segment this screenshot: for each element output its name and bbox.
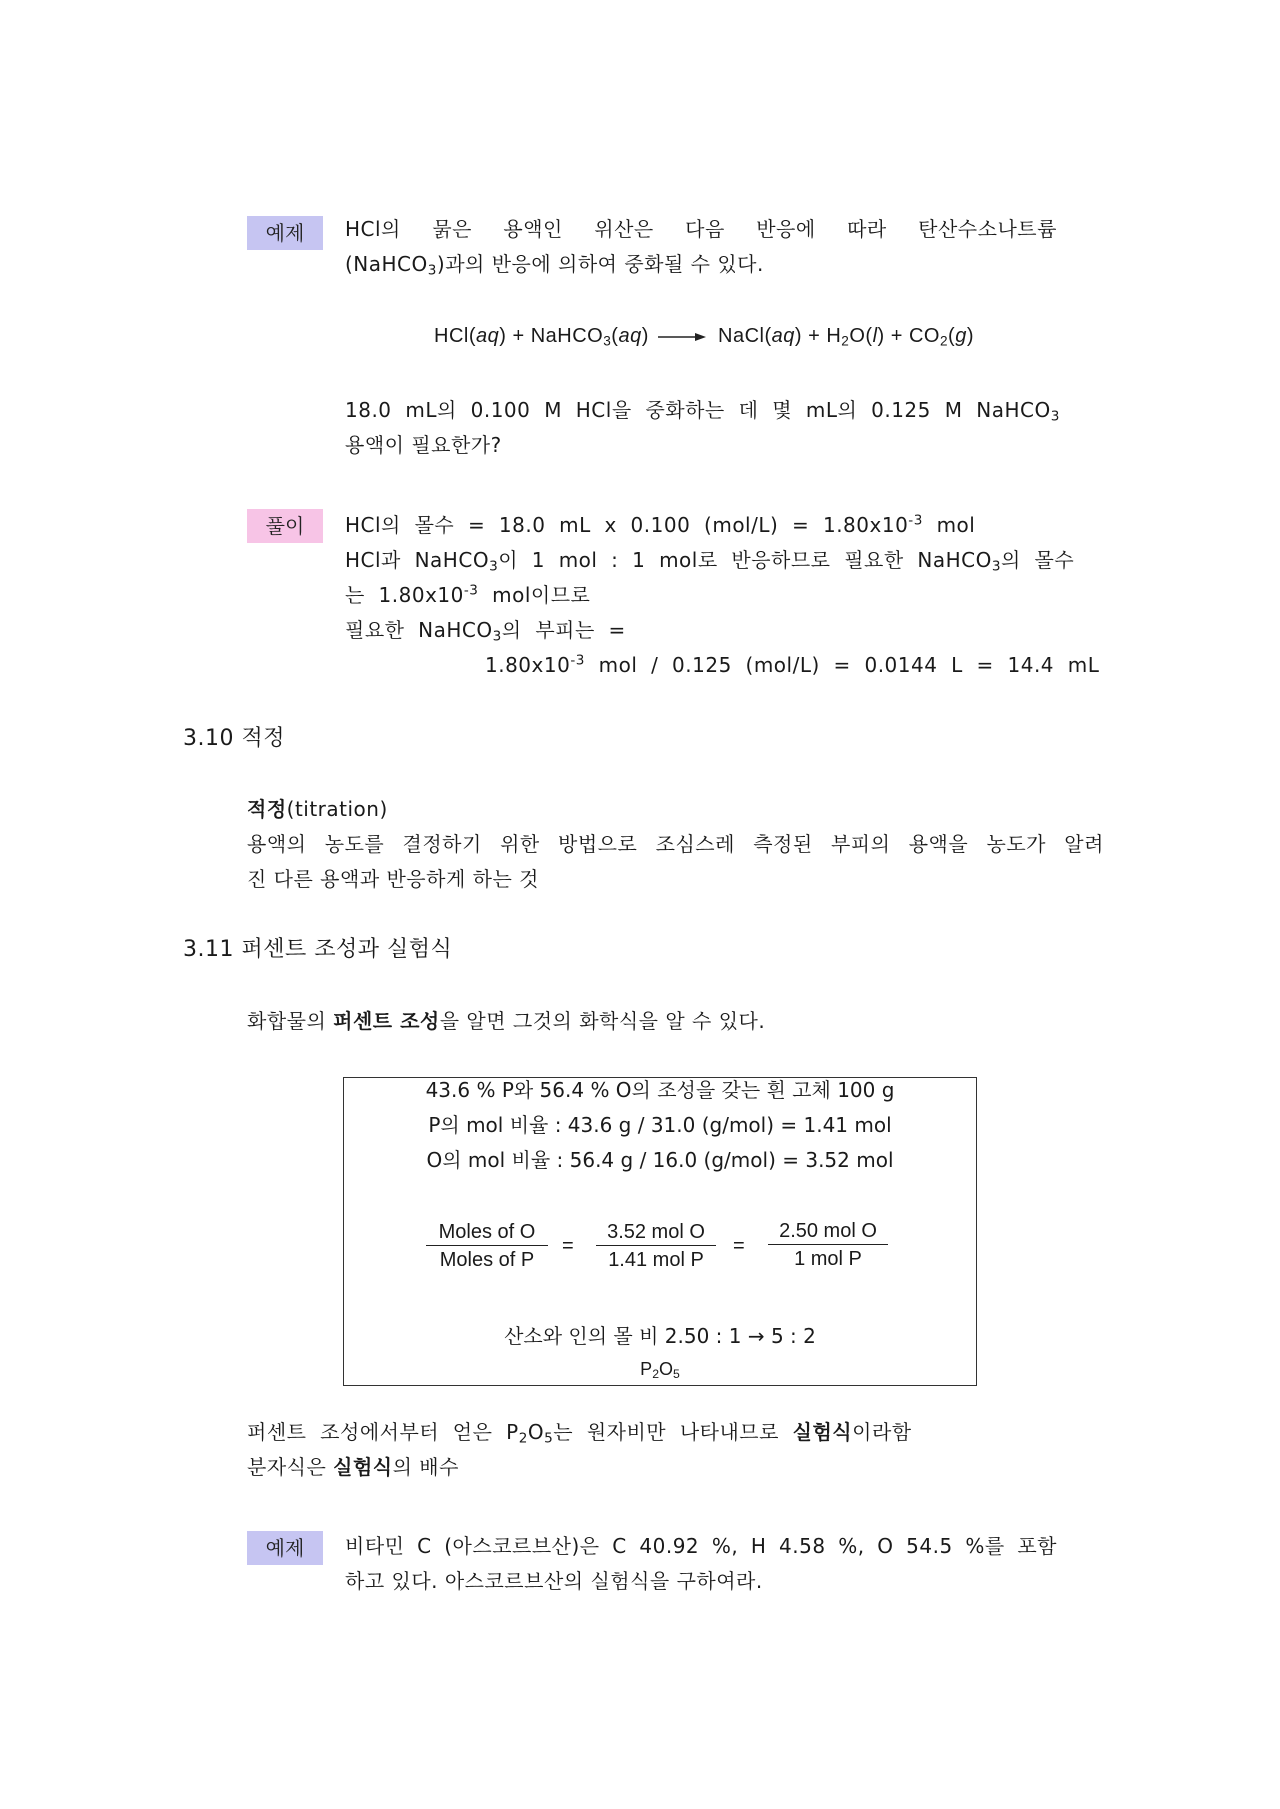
fraction-bar (768, 1244, 888, 1245)
fraction-denominator: Moles of P (439, 1249, 535, 1271)
example1-question-line1: 18.0 mL의 0.100 M HCl을 중화하는 데 몇 mL의 0.125 M NaHCO$_3$ (345, 398, 1060, 425)
fraction-moles-ratio (426, 1222, 548, 1270)
word: 반응에 (756, 217, 816, 241)
fraction-values (596, 1222, 716, 1270)
example1-line1 (345, 219, 1057, 239)
section-311-intro: 화합물의 퍼센트 조성을 알면 그것의 화학식을 알 수 있다. (247, 1009, 766, 1033)
empirical-formula-note: 퍼센트 조성에서부터 얻은 $P_2O_5$는 원자비만 나타내므로 실험식이라함 (247, 1420, 912, 1447)
word: 용액인 (503, 217, 563, 241)
word: 탄산수소나트륨 (918, 217, 1057, 241)
fraction-numerator: Moles of O (438, 1221, 536, 1243)
fraction-denominator: 1 mol P (794, 1248, 862, 1270)
titration-definition-line1: 용액의 농도를 결정하기 위한 방법으로 조심스레 측정된 부피의 용액을 농도가 알려 (247, 832, 1104, 856)
empirical-formula: $P_2O_5$ (640, 1359, 680, 1382)
word: HCl의 (345, 217, 401, 241)
example2-line1: 비타민 C (아스코르브산)은 C 40.92 %, H 4.58 %, O 54.5 %를 포함 (345, 1534, 1057, 1558)
fraction-bar (596, 1245, 716, 1246)
example1-question-line2: 용액이 필요한가? (345, 433, 502, 457)
reaction-equation-left: HCl(aq) + NaHCO$_3$(aq) (434, 325, 649, 349)
reaction-equation-right: NaCl(aq) + $H_2O(l) + CO_2(g)$ (718, 325, 974, 349)
equals-sign: = (733, 1235, 745, 1257)
word: 따라 (847, 217, 887, 241)
section-310-title: 3.10 적정 (183, 726, 285, 751)
titration-definition-line2: 진 다른 용액과 반응하게 하는 것 (247, 867, 539, 891)
solution-line4: 필요한 NaHCO$_3$의 부피는 = (345, 618, 626, 645)
box-line3: O의 mol 비율 : 56.4 g / 16.0 (g/mol) = 3.52 mol (426, 1148, 894, 1172)
titration-term: 적정(titration) (247, 797, 388, 821)
molecular-formula-note: 분자식은 실험식의 배수 (247, 1455, 459, 1479)
example-tag: 예제 (247, 216, 323, 250)
example1-line2: (NaHCO$_3$)과의 반응에 의하여 중화될 수 있다. (345, 252, 764, 279)
composition-box (343, 1077, 977, 1386)
word: 다음 (685, 217, 725, 241)
example-tag: 예제 (247, 1531, 323, 1565)
word: 위산은 (594, 217, 654, 241)
solution-line2: HCl과 NaHCO$_3$이 1 mol : 1 mol로 반응하므로 필요한 NaHCO$_3$의 몰수 (345, 548, 1075, 575)
fraction-bar (426, 1245, 548, 1246)
equals-sign: = (562, 1235, 574, 1257)
reaction-arrow-icon (657, 330, 707, 344)
solution-line5: $1.80x10^{-3}$ mol / 0.125 (mol/L) = 0.0144 L = 14.4 mL (485, 652, 1100, 677)
word: 묽은 (432, 217, 472, 241)
fraction-numerator: 2.50 mol O (779, 1220, 877, 1242)
solution-tag: 풀이 (247, 509, 323, 543)
box-line2: P의 mol 비율 : 43.6 g / 31.0 (g/mol) = 1.41 mol (428, 1113, 892, 1137)
section-311-title: 3.11 퍼센트 조성과 실험식 (183, 937, 453, 962)
solution-line1: HCl의 몰수 = 18.0 mL x 0.100 $(mol/L) = 1.80x10^{-3}$ mol (345, 512, 976, 537)
fraction-simplified (768, 1221, 888, 1269)
example2-line2: 하고 있다. 아스코르브산의 실험식을 구하여라. (345, 1569, 763, 1593)
fraction-numerator: 3.52 mol O (607, 1221, 705, 1243)
fraction-denominator: 1.41 mol P (608, 1249, 704, 1271)
solution-line3: 는 $1.80x10^{-3}$ mol이므로 (345, 582, 591, 607)
mole-ratio-line: 산소와 인의 몰 비 2.50 : 1 → 5 : 2 (504, 1324, 816, 1348)
box-line1: 43.6 % P와 56.4 % O의 조성을 갖는 흰 고체 100 g (425, 1078, 895, 1102)
